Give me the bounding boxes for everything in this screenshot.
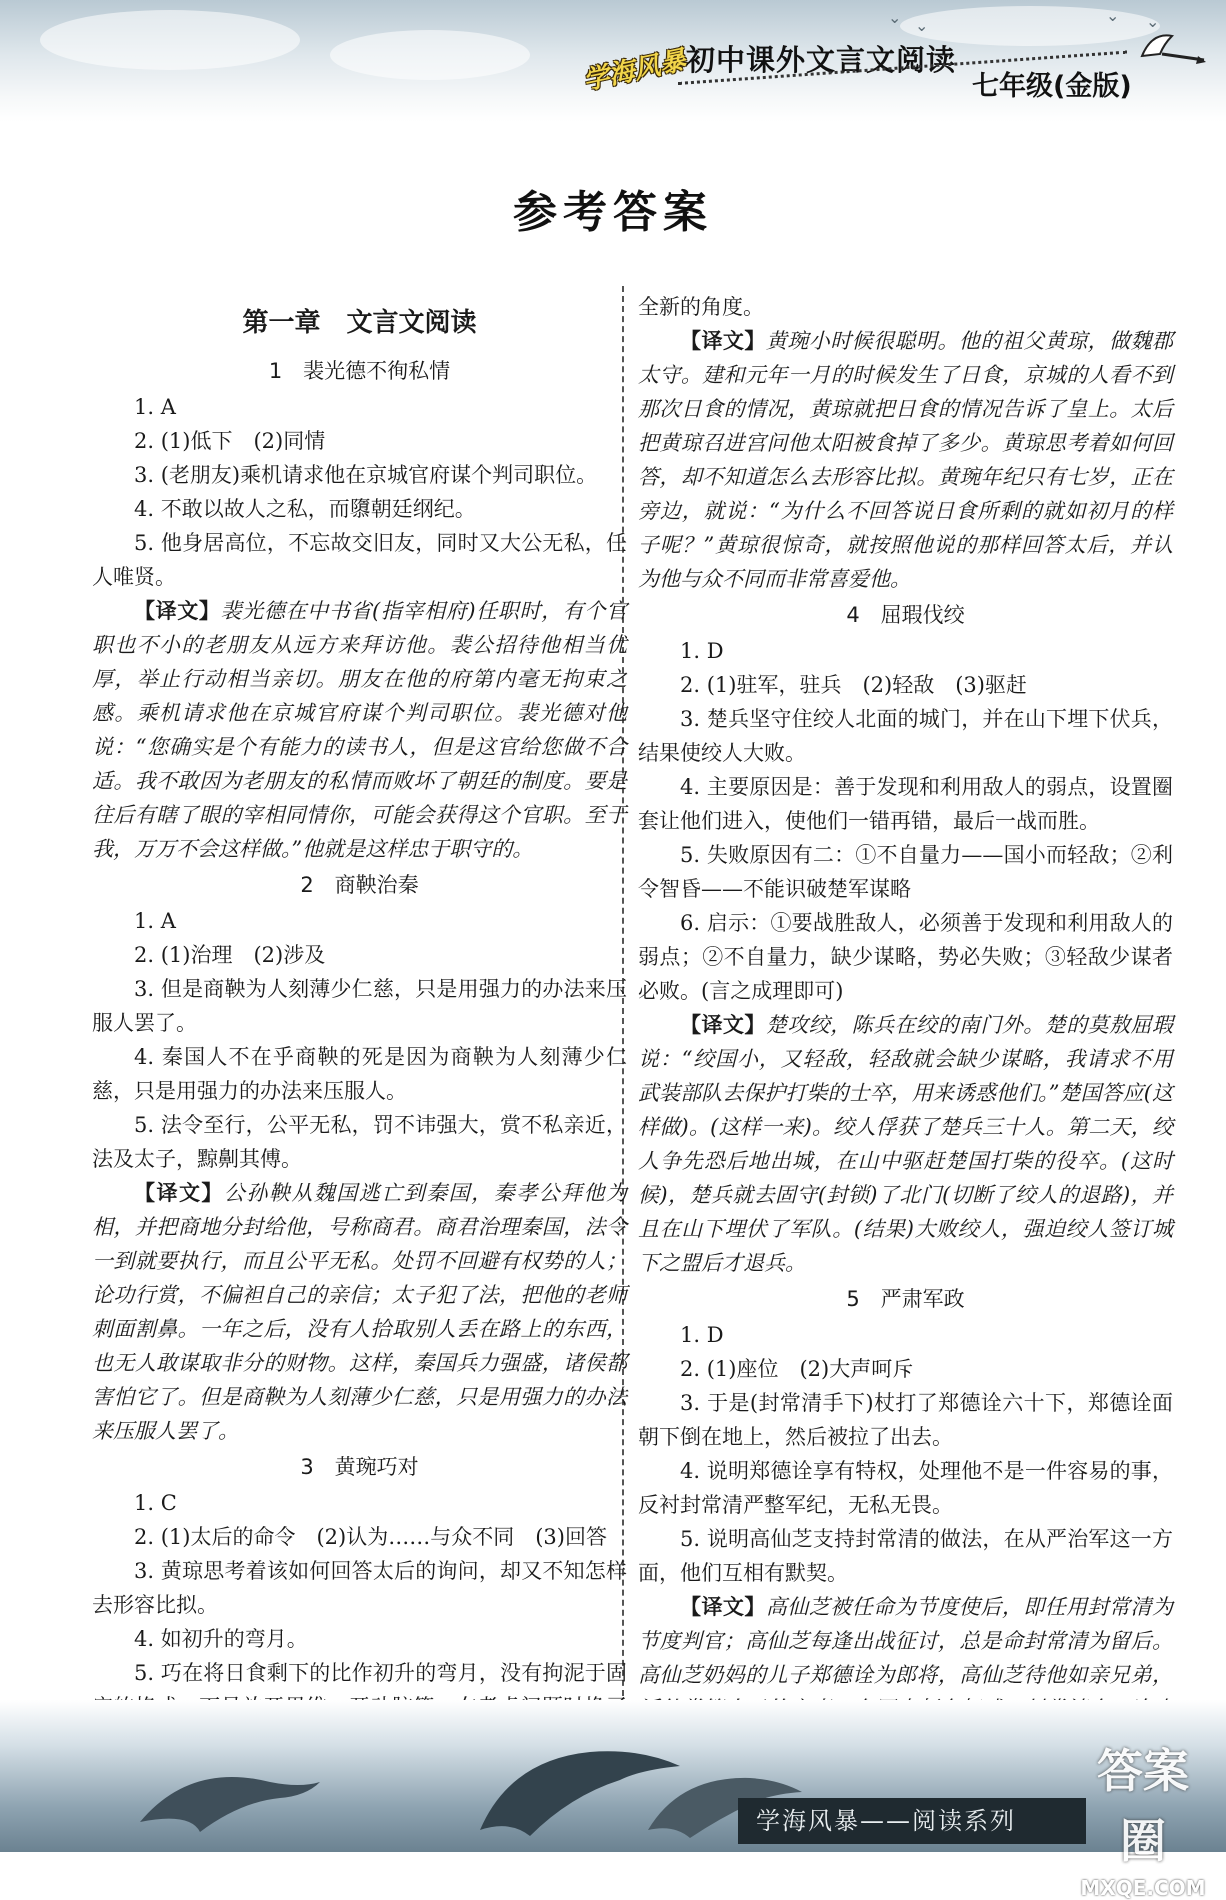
answer-item: 3. 但是商鞅为人刻薄少仁慈，只是用强力的办法来压服人罢了。 — [92, 977, 627, 1035]
cloud-decoration — [40, 10, 300, 70]
answer-item: 2. (1)太后的命令 (2)认为……与众不同 (3)回答 — [134, 1525, 607, 1549]
answer-item: 6. 启示：①要战胜敌人，必须善于发现和利用敌人的弱点；②不自量力，缺少谋略，势必失败；③轻敌少谋者必败。(言之成理即可) — [638, 911, 1173, 1003]
cloud-decoration — [330, 30, 530, 80]
translation-tag: 【译文】 — [134, 1181, 224, 1205]
translation-paragraph — [638, 324, 1173, 596]
translation-paragraph — [92, 1176, 627, 1448]
answer-item: 2. (1)驻军，驻兵 (2)轻敌 (3)驱赶 — [680, 673, 1027, 697]
quill-pen-icon — [1138, 26, 1208, 70]
page-title: 参考答案 — [513, 187, 713, 238]
answer-item: 2. (1)低下 (2)同情 — [134, 429, 326, 453]
watermark-text: 答案圈 — [1097, 1744, 1189, 1868]
answer-item: 4. 说明郑德诠享有特权，处理他不是一件容易的事，反衬封常清严整军纪，无私无畏。 — [638, 1459, 1173, 1517]
bird-icon: ⌄ — [1146, 12, 1160, 31]
translation-text: 高仙芝被任命为节度使后，即任用封常清为节度判官；高仙芝每逢出战征讨，总是命封常清为留后。高仙芝奶妈的儿子郑德诠为郎将，高仙芝待他如亲兄弟， — [638, 1595, 1174, 1687]
translation-paragraph — [92, 594, 627, 866]
series-title: 初中课外文言文阅读 — [686, 43, 957, 77]
answer-item: 5. 巧在将日食剩下的比作初升的弯月，没有拘泥于固 — [134, 1661, 627, 1685]
translation-tag: 【译文】 — [134, 599, 221, 623]
answer-item: 1. A — [134, 909, 176, 933]
answer-item: 3. 黄琼思考着该如何回答太后的询问，却又不知怎样去形容比拟。 — [92, 1559, 627, 1617]
brand-logo: 学海风暴 — [580, 45, 689, 97]
translation-text: 裴光德在中书省(指宰相府)任职时，有个官职也不小的老朋友从远方来拜访他。裴公招待他相当优厚，举止行动相当亲切。朋友在他的府第内毫无拘束之感。乘机请求他在京城官府谋个判司职位。裴光德对他说：“您确实是个有能力的读书人，但是这官给您做不合适。我不敢因为老朋友的私情而败坏了朝廷的制度。要是往后有瞎了眼的宰相同情你，可能会获得这个官职。至于我，万万不会这样做。”他就是这样忠于职守的。 — [92, 599, 627, 861]
section-title-3: 3 黄琬巧对 — [300, 1455, 419, 1479]
left-column — [92, 290, 627, 1758]
answer-item: 2. (1)座位 (2)大声呵斥 — [680, 1357, 914, 1381]
answer-item: 1. C — [134, 1491, 177, 1515]
answer-item: 5. 失败原因有二：①不自量力——国小而轻敌；②利令智昏——不能识破楚军谋略 — [638, 843, 1173, 901]
translation-paragraph — [638, 1008, 1173, 1280]
answer-item: 4. 主要原因是：善于发现和利用敌人的弱点，设置圈套让他们进入，使他们一错再错，最后一战而胜。 — [638, 775, 1173, 833]
translation-tag: 【译文】 — [680, 1013, 766, 1037]
answer-continuation: 全新的角度。 — [638, 295, 764, 319]
answer-item: 4. 秦国人不在乎商鞅的死是因为商鞅为人刻薄少仁慈，只是用强力的办法来压服人。 — [92, 1045, 627, 1103]
watermark-url: MXQE.COM — [1080, 1876, 1206, 1900]
answer-item: 5. 说明高仙芝支持封常清的做法，在从严治军这一方面，他们互相有默契。 — [638, 1527, 1173, 1585]
answer-item: 5. 他身居高位，不忘故交旧友，同时又大公无私，任人唯贤。 — [92, 531, 627, 589]
bird-icon: ⌄ — [1106, 6, 1120, 25]
answer-item: 2. (1)治理 (2)涉及 — [134, 943, 326, 967]
right-column — [638, 290, 1173, 1760]
section-title-5: 5 严肃军政 — [846, 1287, 965, 1311]
dolphin-icon — [130, 1752, 330, 1842]
answer-item: 1. D — [680, 639, 724, 663]
site-watermark — [1078, 1736, 1208, 1900]
answer-item: 4. 不敢以故人之私，而隳朝廷纲纪。 — [134, 497, 476, 521]
translation-text: 公孙鞅从魏国逃亡到秦国，秦孝公拜他为相，并把商地分封给他，号称商君。商君治理秦国，法令一到就要执行，而且公平无私。处罚不回避有权势的人；论功行赏，不偏袒自己的亲信；太子犯了法，把他的老师刺面割鼻。一年之后，没有人拾取别人丢在路上的东西，也无人敢谋取非分的财物。这样，秦国兵力强盛，诸侯都害怕它了。但是商鞅为人刻薄少仁慈，只是用强力的办法来压服人罢了。 — [92, 1181, 627, 1443]
bird-icon: ⌄ — [888, 8, 902, 27]
grade-label: 七年级(金版) — [972, 71, 1132, 102]
translation-tag: 【译文】 — [680, 329, 766, 353]
page-footer — [0, 1700, 1226, 1900]
bird-icon: ⌄ — [915, 16, 929, 35]
chapter-heading: 第一章 文言文阅读 — [242, 308, 477, 338]
section-title-2: 2 商鞅治秦 — [300, 873, 419, 897]
answer-item: 1. D — [680, 1323, 724, 1347]
translation-text: 黄琬小时候很聪明。他的祖父黄琼，做魏郡太守。建和元年一月的时候发生了日食，京城的人看不到那次日食的情况，黄琼就把日食的情况告诉了皇上。太后把黄琼召进宫问他太阳被食掉了多少。黄琼思考着如何回答，却不知道怎么去形容比拟。黄琬年纪只有七岁，正在旁边，就说：“为什么不回答说日食所剩的就如初月的样子呢？”黄琼很惊奇，就按照他说的那样回答太后，并认为他与众不同而非常喜爱他。 — [638, 329, 1174, 591]
translation-tag: 【译文】 — [680, 1595, 766, 1619]
answer-item: 3. (老朋友)乘机请求他在京城官府谋个判司职位。 — [134, 463, 598, 487]
page-header — [0, 0, 1226, 122]
answer-item: 3. 楚兵坚守住绞人北面的城门，并在山下埋下伏兵，结果使绞人大败。 — [638, 707, 1173, 765]
answer-item: 3. 于是(封常清手下)杖打了郑德诠六十下，郑德诠面朝下倒在地上，然后被拉了出去。 — [638, 1391, 1173, 1449]
translation-text: 楚攻绞，陈兵在绞的南门外。楚的莫敖屈瑕说：“绞国小，又轻敌，轻敌就会缺少谋略，我请求不用武装部队去保护打柴的士卒，用来诱惑他们。”楚国答应(这样做)。(这样一来)。绞人俘获了楚兵三十人。第二天，绞人争先恐后地出城，在山中驱赶楚国打柴的役卒。(这时候)，楚兵就去固守(封锁)了北门(切断了绞人的退路)，并且在山下埋伏了军队。(结果)大败绞人，强迫绞人签订城下之盟后才退兵。 — [638, 1013, 1174, 1275]
answer-item: 5. 法令至行，公平无私，罚不讳强大，赏不私亲近，法及太子，黥劓其傅。 — [92, 1113, 627, 1171]
answer-item: 1. A — [134, 395, 176, 419]
series-footer-band: 学海风暴——阅读系列 — [738, 1798, 1086, 1844]
section-title-4: 4 屈瑕伐绞 — [846, 603, 965, 627]
section-title-1: 1 裴光德不徇私情 — [268, 359, 451, 383]
answer-item: 4. 如初升的弯月。 — [134, 1627, 308, 1651]
